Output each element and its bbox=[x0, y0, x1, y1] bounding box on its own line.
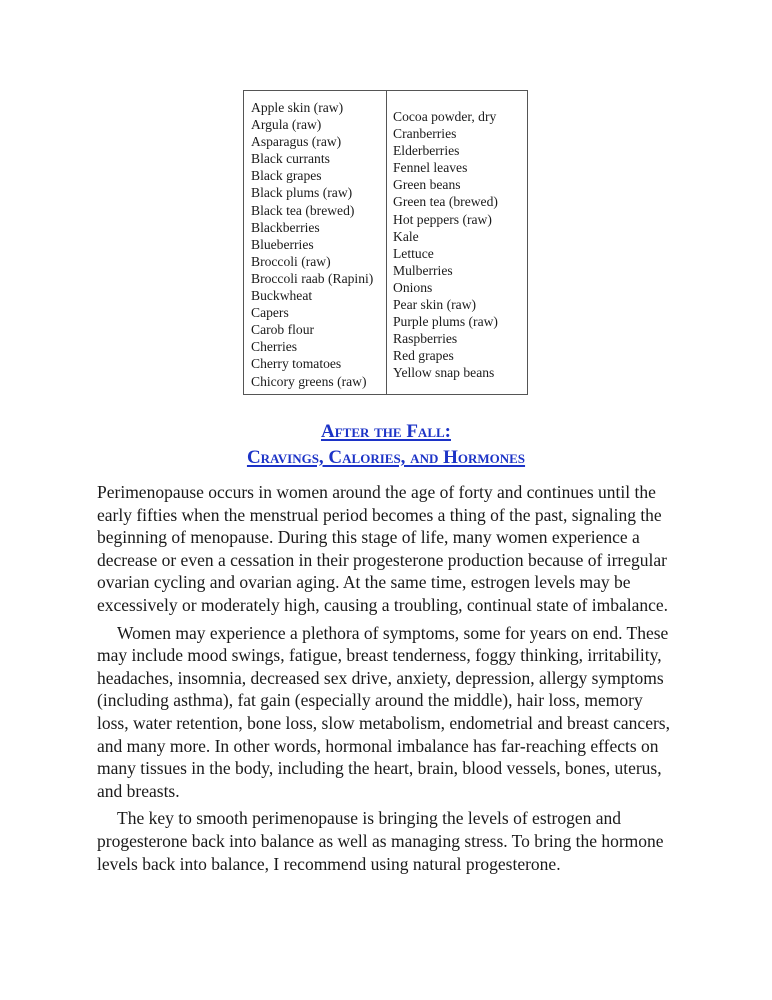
food-item: Yellow snap beans bbox=[393, 365, 495, 381]
food-list-right-column bbox=[387, 91, 527, 394]
food-item: Kale bbox=[393, 228, 419, 244]
paragraph: The key to smooth perimenopause is bringing the levels of estrogen and progesterone back into balance as well as managing stress. To bring the hormone levels back into balance, I recommend using natural progesterone. bbox=[97, 808, 664, 874]
food-item: Onions bbox=[393, 279, 433, 295]
section-heading-title: After the Fall: bbox=[320, 421, 451, 442]
food-item: Apple skin (raw) bbox=[251, 100, 344, 115]
food-item: Hot peppers (raw) bbox=[393, 211, 492, 227]
food-item: Purple plums (raw) bbox=[393, 314, 498, 330]
food-list-left-column bbox=[244, 91, 387, 394]
food-item: Cherry tomatoes bbox=[251, 356, 342, 372]
food-item: Fennel leaves bbox=[393, 160, 468, 176]
food-item: Asparagus (raw) bbox=[251, 134, 342, 150]
food-item: Carob flour bbox=[251, 322, 315, 338]
section-heading bbox=[0, 419, 772, 471]
section-heading-line-1 bbox=[0, 419, 772, 445]
food-list-table bbox=[243, 90, 528, 395]
food-item: Elderberries bbox=[393, 143, 460, 159]
paragraph: Perimenopause occurs in women around the age of forty and continues until the early fifties when the menstrual period becomes a thing of the past, signaling the beginning of menopause. During this stage of life, many women experience a decrease or even a cessation in their progesterone production because of irregular ovarian cycling and ovarian aging. At the same time, estrogen levels may be excessively or moderately high, causing a troubling, continual state of imbalance. bbox=[97, 482, 669, 615]
food-item: Capers bbox=[251, 305, 289, 321]
food-item: Broccoli (raw) bbox=[251, 253, 331, 269]
food-item: Raspberries bbox=[393, 331, 458, 347]
food-item: Blackberries bbox=[251, 219, 320, 235]
food-item: Cranberries bbox=[393, 126, 457, 142]
paragraph: Women may experience a plethora of symptoms, some for years on end. These may include mood swings, fatigue, breast tenderness, foggy thinking, irritability, headaches, insomnia, decreased sex drive, anxiety, depression, allergy symptoms (including asthma), fat gain (especially around the middle), hair loss, memory loss, water retention, bone loss, slow metabolism, endometrial and breast cancers, and many more. In other words, hormonal imbalance has far-reaching effects on many tissues in the body, including the heart, brain, blood vessels, bones, uterus, and breasts. bbox=[97, 622, 670, 801]
food-item: Black tea (brewed) bbox=[251, 202, 355, 218]
food-item: Green beans bbox=[393, 177, 461, 193]
food-item: Mulberries bbox=[393, 262, 453, 278]
food-item: Black currants bbox=[251, 151, 330, 167]
body-text bbox=[97, 481, 677, 880]
section-heading-line-2 bbox=[0, 445, 772, 471]
food-item: Buckwheat bbox=[251, 288, 313, 304]
food-item: Black grapes bbox=[251, 168, 322, 184]
section-heading-subtitle: Cravings, Calories, and Hormones bbox=[246, 447, 526, 468]
food-item: Red grapes bbox=[393, 348, 454, 364]
food-item: Cherries bbox=[251, 339, 298, 355]
food-item: Blueberries bbox=[251, 236, 314, 252]
food-item: Argula (raw) bbox=[251, 117, 322, 133]
food-item: Pear skin (raw) bbox=[393, 297, 477, 313]
food-item: Chicory greens (raw) bbox=[251, 373, 367, 389]
food-item: Green tea (brewed) bbox=[393, 194, 498, 210]
food-item: Black plums (raw) bbox=[251, 185, 353, 201]
food-item: Broccoli raab (Rapini) bbox=[251, 270, 374, 286]
food-item: Cocoa powder, dry bbox=[393, 109, 497, 124]
food-item: Lettuce bbox=[393, 245, 434, 261]
